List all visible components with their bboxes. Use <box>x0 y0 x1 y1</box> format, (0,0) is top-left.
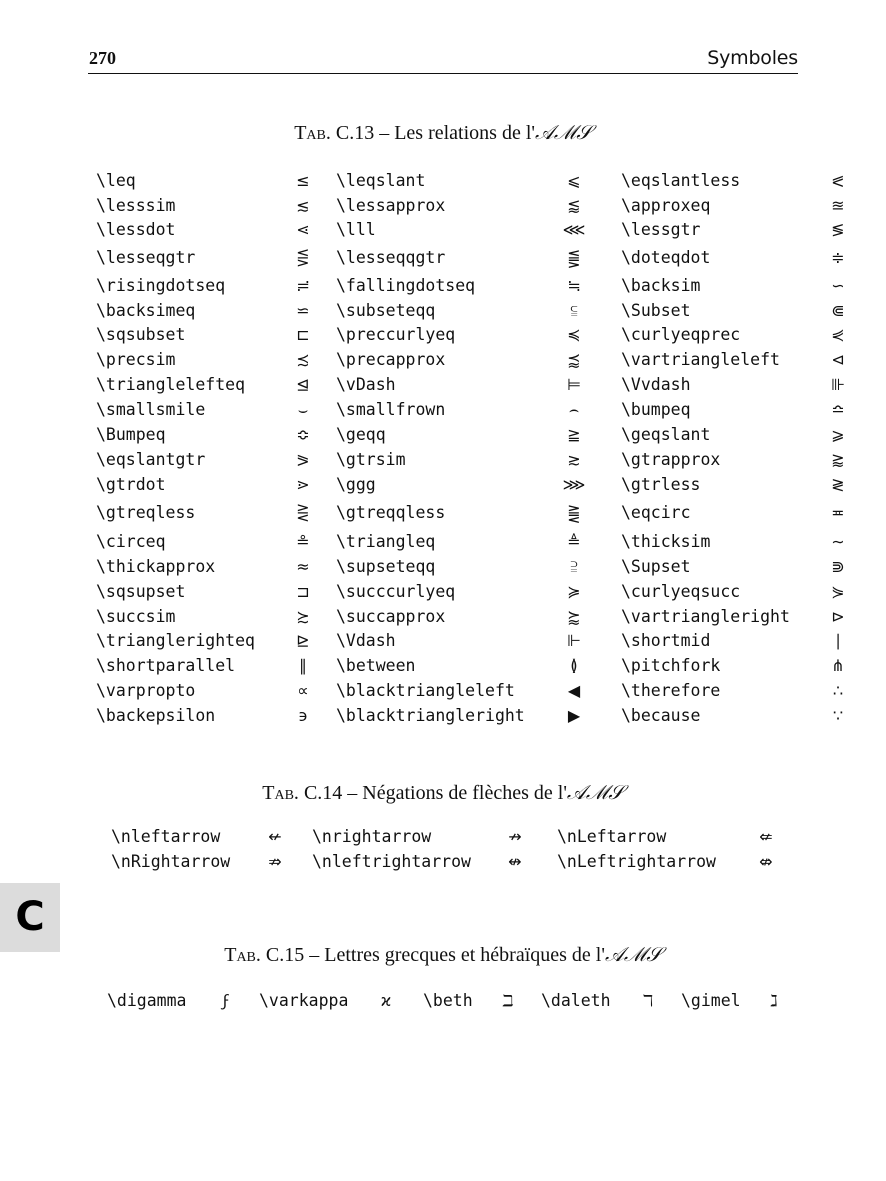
relation-symbol: ≏ <box>831 400 845 419</box>
command-name: \eqslantless <box>621 171 741 190</box>
relation-symbol: ≖ <box>831 503 845 522</box>
command-name: \vDash <box>336 375 396 394</box>
command-name: \ggg <box>336 475 376 494</box>
command-name: \varpropto <box>96 681 196 700</box>
relation-symbol: ⋛ <box>296 503 310 522</box>
command-name: \nleftrightarrow <box>312 852 471 871</box>
command-name: \lll <box>336 220 376 239</box>
command-name: \thicksim <box>621 532 711 551</box>
command-name: \trianglerighteq <box>96 631 255 650</box>
command-name: \curlyeqprec <box>621 325 741 344</box>
command-name: \precapprox <box>336 350 446 369</box>
relation-symbol: ⊳ <box>831 607 845 626</box>
caption-text: C.13 – Les relations de l' <box>330 122 535 144</box>
caption-text: C.14 – Négations de flèches de l' <box>298 782 567 804</box>
negated-arrow-symbol: ↚ <box>268 827 282 846</box>
relation-symbol: ∥ <box>299 656 307 675</box>
command-name: \lesssim <box>96 196 176 215</box>
relation-symbol: ∝ <box>297 681 309 700</box>
command-name: \thickapprox <box>96 557 216 576</box>
running-header <box>88 46 798 74</box>
command-name: \eqcirc <box>621 503 691 522</box>
command-name: \Subset <box>621 301 691 320</box>
command-name: \gtrapprox <box>621 450 721 469</box>
relation-symbol: ⋍ <box>296 301 310 320</box>
relation-symbol: ≶ <box>831 220 845 239</box>
letter-symbol: ℶ <box>502 991 514 1010</box>
command-name: \gtreqless <box>96 503 196 522</box>
command-name: \shortmid <box>621 631 711 650</box>
command-name: \nRightarrow <box>111 852 231 871</box>
command-name: \gtrless <box>621 475 701 494</box>
command-name: \lessgtr <box>621 220 701 239</box>
relation-symbol: ⊐ <box>296 582 310 601</box>
relation-symbol: ∼ <box>831 532 845 551</box>
command-name: \fallingdotseq <box>336 276 476 295</box>
command-name: \doteqdot <box>621 248 711 267</box>
relation-symbol: ⪅ <box>567 196 581 215</box>
command-name: \supseteqq <box>336 557 436 576</box>
command-name: \blacktriangleright <box>336 706 525 725</box>
relation-symbol: ⪕ <box>831 171 845 190</box>
relation-symbol: ⪆ <box>831 450 845 469</box>
command-name: \succsim <box>96 607 176 626</box>
command-name: \trianglelefteq <box>96 375 246 394</box>
letter-symbol: ℷ <box>770 991 778 1010</box>
negated-arrow-symbol: ↛ <box>508 827 522 846</box>
command-name: \Vvdash <box>621 375 691 394</box>
table-c15-caption <box>0 942 886 967</box>
command-name: \preccurlyeq <box>336 325 456 344</box>
ams-logo: 𝒜ℳ𝒮 <box>534 120 592 144</box>
negated-arrow-symbol: ↮ <box>508 852 522 871</box>
relation-symbol: ⊏ <box>296 325 310 344</box>
command-name: \therefore <box>621 681 721 700</box>
relation-symbol: ⋗ <box>296 475 310 494</box>
command-name: \succcurlyeq <box>336 582 456 601</box>
relation-symbol: ⋚ <box>296 248 310 267</box>
command-name: \beth <box>423 991 473 1010</box>
letter-symbol: ϰ <box>380 991 392 1010</box>
relation-symbol: ⊲ <box>831 350 845 369</box>
relation-symbol: ⩽ <box>567 171 581 190</box>
relation-symbol: ⋘ <box>562 220 586 239</box>
negated-arrow-symbol: ⇍ <box>759 827 773 846</box>
relation-symbol: ≓ <box>296 276 310 295</box>
command-name: \lesseqqgtr <box>336 248 446 267</box>
relation-symbol: ⪷ <box>567 350 581 369</box>
command-name: \blacktriangleleft <box>336 681 515 700</box>
relation-symbol: ≈ <box>296 557 310 576</box>
relation-symbol: ≲ <box>296 196 310 215</box>
relation-symbol: ∴ <box>832 681 844 700</box>
command-name: \approxeq <box>621 196 711 215</box>
relation-symbol: ≊ <box>831 196 845 215</box>
command-name: \lessdot <box>96 220 176 239</box>
relation-symbol: ⋙ <box>562 475 586 494</box>
command-name: \vartriangleright <box>621 607 790 626</box>
command-name: \subseteqq <box>336 301 436 320</box>
relation-symbol: ▶ <box>567 706 581 725</box>
command-name: \gtrdot <box>96 475 166 494</box>
relation-symbol: ≼ <box>567 325 581 344</box>
command-name: \succapprox <box>336 607 446 626</box>
command-name: \smallsmile <box>96 400 206 419</box>
negated-arrow-symbol: ⇏ <box>268 852 282 871</box>
command-name: \gimel <box>681 991 741 1010</box>
ams-logo: 𝒜ℳ𝒮 <box>604 942 662 966</box>
relation-symbol: ∽ <box>831 276 845 295</box>
letter-symbol: ϝ <box>222 991 230 1010</box>
relation-symbol: ⋖ <box>296 220 310 239</box>
ams-logo: 𝒜ℳ𝒮 <box>566 780 624 804</box>
chapter-title: Symboles <box>707 47 798 69</box>
relation-symbol: ≷ <box>831 475 845 494</box>
relation-symbol: ≧ <box>567 425 581 444</box>
negated-arrow-symbol: ⇎ <box>759 852 773 871</box>
command-name: \nrightarrow <box>312 827 432 846</box>
command-name: \triangleq <box>336 532 436 551</box>
relation-symbol: ≽ <box>567 582 581 601</box>
relation-symbol: ⊩ <box>567 631 581 650</box>
command-name: \varkappa <box>259 991 349 1010</box>
table-c14-caption <box>0 780 886 805</box>
relation-symbol: ⋟ <box>831 582 845 601</box>
relation-symbol: ⫅ <box>570 301 578 320</box>
relation-symbol: ⋑ <box>831 557 845 576</box>
command-name: \digamma <box>107 991 187 1010</box>
relation-symbol: ⋐ <box>831 301 845 320</box>
command-name: \precsim <box>96 350 176 369</box>
command-name: \daleth <box>541 991 611 1010</box>
relation-symbol: ≾ <box>296 350 310 369</box>
page-number: 270 <box>89 48 116 68</box>
command-name: \eqslantgtr <box>96 450 206 469</box>
command-name: \backepsilon <box>96 706 216 725</box>
command-name: \bumpeq <box>621 400 691 419</box>
command-name: \geqq <box>336 425 386 444</box>
relation-symbol: ⪸ <box>567 607 581 626</box>
command-name: \gtrsim <box>336 450 406 469</box>
relation-symbol: ϶ <box>298 706 308 725</box>
chapter-thumb-letter: C <box>15 894 45 940</box>
command-name: \between <box>336 656 416 675</box>
command-name: \shortparallel <box>96 656 236 675</box>
relation-symbol: ∵ <box>832 706 844 725</box>
command-name: \because <box>621 706 701 725</box>
command-name: \sqsubset <box>96 325 186 344</box>
relation-symbol: ⪌ <box>567 503 581 522</box>
relation-symbol: ◀ <box>567 681 581 700</box>
relation-symbol: ⩾ <box>831 425 845 444</box>
command-name: \nLeftrightarrow <box>557 852 716 871</box>
caption-prefix: Tab. <box>224 944 261 966</box>
relation-symbol: ⊵ <box>296 631 310 650</box>
relation-symbol: ⊨ <box>567 375 581 394</box>
command-name: \leq <box>96 171 136 190</box>
command-name: \leqslant <box>336 171 426 190</box>
command-name: \Bumpeq <box>96 425 166 444</box>
command-name: \circeq <box>96 532 166 551</box>
relation-symbol: ⫆ <box>570 557 578 576</box>
relation-symbol: ⋔ <box>831 656 845 675</box>
relation-symbol: ≤ <box>296 171 310 190</box>
command-name: \Vdash <box>336 631 396 650</box>
relation-symbol: ≒ <box>567 276 581 295</box>
command-name: \sqsupset <box>96 582 186 601</box>
command-name: \smallfrown <box>336 400 446 419</box>
caption-prefix: Tab. <box>294 122 331 144</box>
letter-symbol: ℸ <box>642 991 654 1010</box>
relation-symbol: ⌢ <box>568 400 580 419</box>
command-name: \nLeftarrow <box>557 827 667 846</box>
command-name: \vartriangleleft <box>621 350 780 369</box>
relation-symbol: ≎ <box>296 425 310 444</box>
relation-symbol: ≜ <box>567 532 581 551</box>
caption-text: C.15 – Lettres grecques et hébraïques de l' <box>260 944 605 966</box>
relation-symbol: ⋞ <box>831 325 845 344</box>
caption-prefix: Tab. <box>262 782 299 804</box>
command-name: \backsim <box>621 276 701 295</box>
relation-symbol: ≿ <box>296 607 310 626</box>
relation-symbol: ⪋ <box>567 248 581 267</box>
relation-symbol: ∣ <box>834 631 842 650</box>
relation-symbol: ≑ <box>831 248 845 267</box>
relation-symbol: ⪖ <box>296 450 310 469</box>
command-name: \backsimeq <box>96 301 196 320</box>
command-name: \geqslant <box>621 425 711 444</box>
relation-symbol: ≗ <box>296 532 310 551</box>
relation-symbol: ≬ <box>570 656 578 675</box>
command-name: \curlyeqsucc <box>621 582 741 601</box>
command-name: \pitchfork <box>621 656 721 675</box>
relation-symbol: ⊪ <box>831 375 845 394</box>
table-c13-caption <box>0 120 886 145</box>
command-name: \Supset <box>621 557 691 576</box>
command-name: \gtreqqless <box>336 503 446 522</box>
relation-symbol: ≳ <box>567 450 581 469</box>
relation-symbol: ⊴ <box>296 375 310 394</box>
command-name: \lesseqgtr <box>96 248 196 267</box>
command-name: \lessapprox <box>336 196 446 215</box>
command-name: \risingdotseq <box>96 276 226 295</box>
relation-symbol: ⌣ <box>297 400 309 419</box>
command-name: \nleftarrow <box>111 827 221 846</box>
